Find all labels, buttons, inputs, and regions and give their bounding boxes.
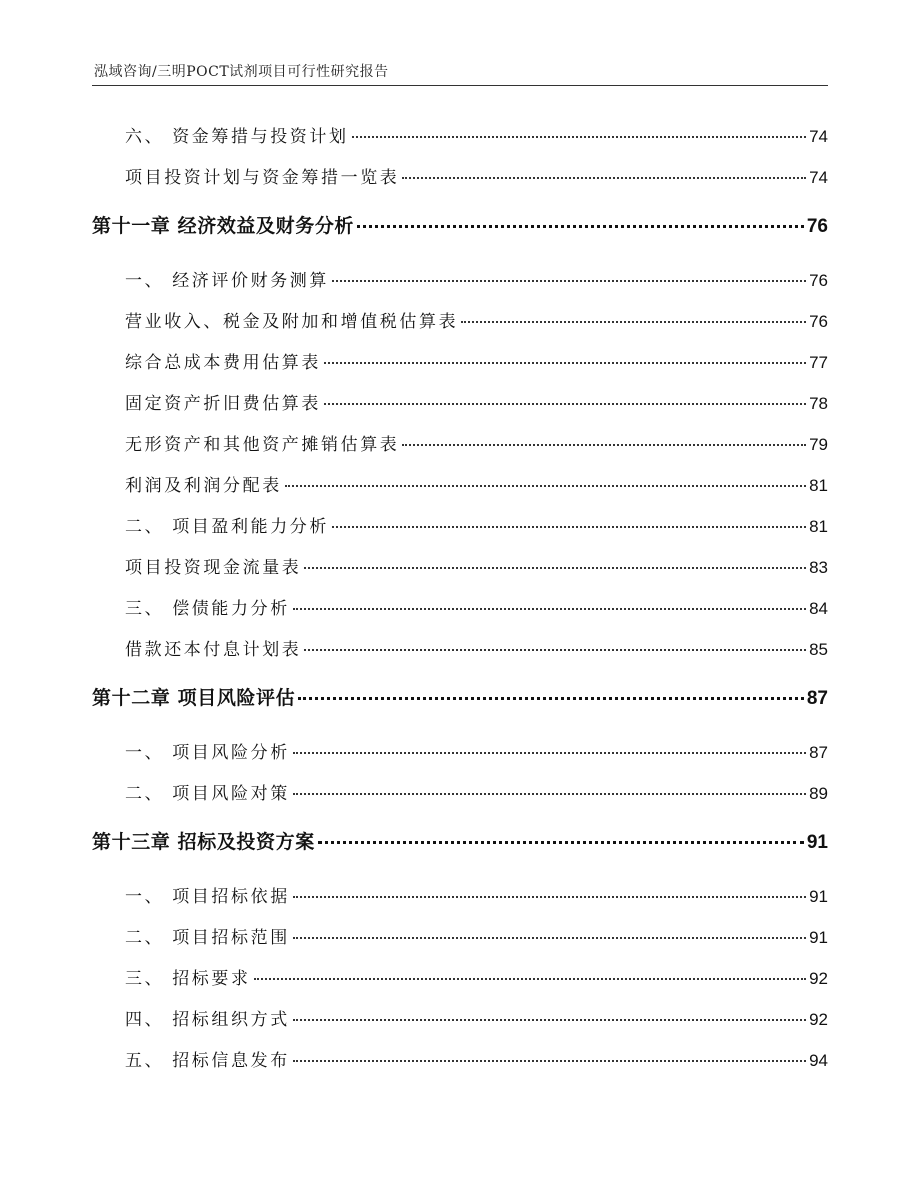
dot-leader <box>293 1060 806 1062</box>
toc-entry-bidding-organization[interactable] <box>125 1005 828 1031</box>
toc-entry-title: 一、 项目风险分析 <box>125 743 290 763</box>
toc-entry-page: 81 <box>809 517 828 536</box>
toc-entry-amortization-table[interactable] <box>125 430 828 456</box>
toc-chapter-12[interactable] <box>92 683 828 713</box>
toc-entry-funding-plan[interactable] <box>125 122 828 148</box>
dot-leader <box>318 841 804 844</box>
dot-leader <box>293 752 806 754</box>
dot-leader <box>254 978 806 980</box>
toc-entry-title: 五、 招标信息发布 <box>125 1051 290 1071</box>
dot-leader <box>304 567 806 569</box>
toc-chapter-11[interactable] <box>92 211 828 241</box>
toc-entry-profit-table[interactable] <box>125 471 828 497</box>
toc-entry-page: 78 <box>809 394 828 413</box>
toc-entry-title: 二、 项目招标范围 <box>125 928 290 948</box>
toc-entry-title: 二、 项目风险对策 <box>125 784 290 804</box>
toc-entry-page: 87 <box>809 743 828 762</box>
toc-entry-page: 84 <box>809 599 828 618</box>
toc-entry-title: 三、 招标要求 <box>125 969 251 989</box>
toc-entry-repayment-table[interactable] <box>125 635 828 661</box>
toc-entry-page: 92 <box>809 969 828 988</box>
toc-entry-cashflow-table[interactable] <box>125 553 828 579</box>
toc-entry-profitability-analysis[interactable] <box>125 512 828 538</box>
dot-leader <box>304 649 806 651</box>
toc-chapter-title: 第十二章 项目风险评估 <box>92 687 296 709</box>
toc-entry-page: 92 <box>809 1010 828 1029</box>
toc-entry-page: 74 <box>809 127 828 146</box>
toc-entry-page: 74 <box>809 168 828 187</box>
toc-chapter-title: 第十一章 经济效益及财务分析 <box>92 215 355 237</box>
toc-entry-page: 77 <box>809 353 828 372</box>
toc-entry-title: 二、 项目盈利能力分析 <box>125 517 330 537</box>
toc-entry-title: 一、 项目招标依据 <box>125 887 290 907</box>
toc-chapter-13[interactable] <box>92 827 828 857</box>
dot-leader <box>332 280 806 282</box>
dot-leader <box>293 937 806 939</box>
toc-entry-financial-evaluation[interactable] <box>125 266 828 292</box>
toc-entry-page: 83 <box>809 558 828 577</box>
toc-entry-title: 项目投资现金流量表 <box>125 558 302 578</box>
toc-entry-funding-table[interactable] <box>125 163 828 189</box>
toc-entry-title: 综合总成本费用估算表 <box>125 353 321 373</box>
dot-leader <box>285 485 806 487</box>
toc-entry-page: 79 <box>809 435 828 454</box>
toc-chapter-page: 87 <box>806 688 828 709</box>
dot-leader <box>293 896 806 898</box>
toc-entry-risk-countermeasures[interactable] <box>125 779 828 805</box>
toc-chapter-title: 第十三章 招标及投资方案 <box>92 831 315 853</box>
toc-entry-page: 81 <box>809 476 828 495</box>
toc-entry-bidding-announcement[interactable] <box>125 1046 828 1072</box>
toc-entry-title: 利润及利润分配表 <box>125 476 282 496</box>
toc-entry-title: 六、 资金筹措与投资计划 <box>125 127 349 147</box>
toc-entry-title: 营业收入、税金及附加和增值税估算表 <box>125 312 459 332</box>
dot-leader <box>298 697 804 700</box>
toc-entry-depreciation-table[interactable] <box>125 389 828 415</box>
dot-leader <box>461 321 806 323</box>
dot-leader <box>324 403 806 405</box>
toc-entry-page: 94 <box>809 1051 828 1070</box>
dot-leader <box>402 177 806 179</box>
toc-entry-revenue-tax-table[interactable] <box>125 307 828 333</box>
toc-entry-title: 一、 经济评价财务测算 <box>125 271 330 291</box>
toc-entry-total-cost-table[interactable] <box>125 348 828 374</box>
dot-leader <box>293 608 806 610</box>
toc-entry-title: 四、 招标组织方式 <box>125 1010 290 1030</box>
dot-leader <box>324 362 806 364</box>
toc-chapter-page: 91 <box>806 832 828 853</box>
toc-chapter-page: 76 <box>806 216 828 237</box>
toc-entry-title: 项目投资计划与资金筹措一览表 <box>125 168 400 188</box>
toc-entry-title: 固定资产折旧费估算表 <box>125 394 321 414</box>
toc-entry-title: 无形资产和其他资产摊销估算表 <box>125 435 400 455</box>
dot-leader <box>293 1019 806 1021</box>
dot-leader <box>357 225 804 228</box>
page-header-title: 泓域咨询/三明POCT试剂项目可行性研究报告 <box>94 64 389 80</box>
toc-entry-title: 借款还本付息计划表 <box>125 640 302 660</box>
toc-entry-risk-analysis[interactable] <box>125 738 828 764</box>
toc-entry-solvency-analysis[interactable] <box>125 594 828 620</box>
toc-entry-page: 89 <box>809 784 828 803</box>
toc-entry-bidding-scope[interactable] <box>125 923 828 949</box>
dot-leader <box>352 136 806 138</box>
toc-entry-title: 三、 偿债能力分析 <box>125 599 290 619</box>
toc-entry-page: 85 <box>809 640 828 659</box>
toc-entry-bidding-requirements[interactable] <box>125 964 828 990</box>
toc-entry-page: 76 <box>809 271 828 290</box>
dot-leader <box>293 793 806 795</box>
dot-leader <box>402 444 806 446</box>
toc-entry-page: 91 <box>809 887 828 906</box>
toc-entry-bidding-basis[interactable] <box>125 882 828 908</box>
toc-entry-page: 76 <box>809 312 828 331</box>
toc-entry-page: 91 <box>809 928 828 947</box>
dot-leader <box>332 526 806 528</box>
